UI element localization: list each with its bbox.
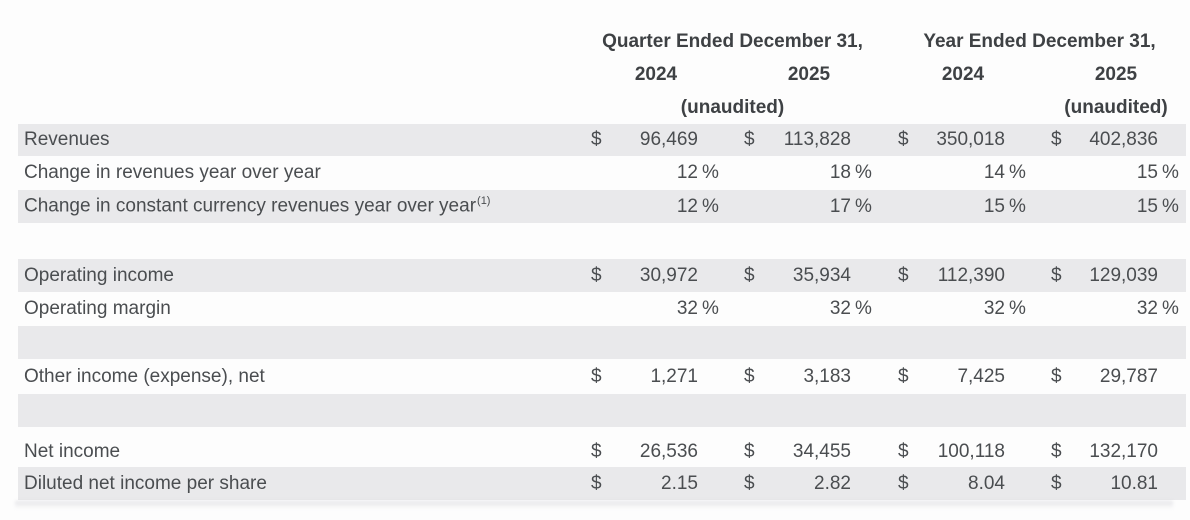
value-q2025: 3,183: [803, 365, 851, 387]
value-y2025: 10.81: [1110, 472, 1158, 494]
row-label: Change in revenues year over year: [24, 162, 321, 183]
value-y2025: 15: [1136, 162, 1158, 183]
percent-sign-y2024: %: [1009, 195, 1026, 217]
value-y2024: 32: [983, 298, 1005, 319]
dollar-sign-y2024: $: [898, 365, 909, 387]
row-label: Net income: [24, 440, 121, 462]
quarter-ended-title: Quarter Ended December 31,: [602, 31, 863, 52]
table-row: [18, 467, 1186, 500]
value-y2024: 7,425: [957, 365, 1005, 387]
dollar-sign-y2025: $: [1051, 129, 1062, 150]
dollar-sign-q2024: $: [591, 440, 602, 462]
value-q2024: 2.15: [661, 472, 698, 494]
dollar-sign-q2024: $: [591, 129, 602, 150]
table-row: [18, 359, 1186, 394]
percent-sign-y2025: %: [1162, 162, 1179, 183]
value-q2024: 12: [676, 195, 698, 217]
table-row: [18, 156, 1186, 190]
value-q2025: 113,828: [783, 129, 851, 150]
income-statement-summary: [18, 0, 1186, 500]
percent-sign-q2025: %: [855, 162, 872, 183]
table-row: [18, 124, 1186, 156]
value-q2024: 26,536: [639, 440, 698, 462]
value-y2025: 29,787: [1099, 365, 1158, 387]
percent-sign-q2025: %: [855, 195, 872, 217]
row-label: Change in constant currency revenues year over year$^{(1)}$: [24, 195, 491, 217]
percent-sign-q2024: %: [702, 298, 719, 319]
value-y2025: 15: [1136, 195, 1158, 217]
value-q2025: 34,455: [792, 440, 851, 462]
percent-sign-q2024: %: [702, 162, 719, 183]
dollar-sign-q2024: $: [591, 264, 602, 286]
header-years: [18, 58, 1186, 91]
percent-sign-y2025: %: [1162, 195, 1179, 217]
dollar-sign-q2024: $: [591, 365, 602, 387]
dollar-sign-y2025: $: [1051, 472, 1062, 494]
quarter-2024-header: 2024: [634, 63, 678, 85]
quarter-unaudited-label: (unaudited): [680, 96, 785, 118]
dollar-sign-y2025: $: [1051, 440, 1062, 462]
value-y2024: 100,118: [937, 440, 1005, 462]
dollar-sign-y2025: $: [1051, 365, 1062, 387]
row-label: Operating margin: [24, 298, 171, 319]
value-y2024: 112,390: [937, 264, 1005, 286]
year-unaudited-label: (unaudited): [1064, 96, 1168, 118]
table-row: [18, 223, 1186, 259]
value-y2024: 15: [983, 195, 1005, 217]
row-label: Revenues: [24, 129, 110, 150]
dollar-sign-q2024: $: [591, 472, 602, 494]
dollar-sign-y2024: $: [898, 264, 909, 286]
value-y2025: 402,836: [1089, 129, 1158, 150]
year-2025-header: 2025: [1094, 63, 1138, 85]
value-q2025: 18: [829, 162, 851, 183]
value-q2024: 12: [676, 162, 698, 183]
dollar-sign-q2025: $: [744, 440, 755, 462]
table-body: [18, 124, 1186, 500]
percent-sign-y2024: %: [1009, 298, 1026, 319]
percent-sign-q2025: %: [855, 298, 872, 319]
table-row: [18, 427, 1186, 436]
table-row: [18, 326, 1186, 359]
dollar-sign-q2025: $: [744, 264, 755, 286]
dollar-sign-y2024: $: [898, 129, 909, 150]
value-q2025: 17: [829, 195, 851, 217]
value-q2024: 32: [676, 298, 698, 319]
value-q2024: 1,271: [650, 365, 698, 387]
value-q2024: 96,469: [639, 129, 698, 150]
table-row: [18, 436, 1186, 467]
percent-sign-q2024: %: [702, 195, 719, 217]
percent-sign-y2024: %: [1009, 162, 1026, 183]
row-label: Operating income: [24, 264, 174, 286]
dollar-sign-y2024: $: [898, 440, 909, 462]
page-bottom-shadow: [15, 501, 1173, 509]
value-q2025: 2.82: [814, 472, 851, 494]
value-y2024: 350,018: [936, 129, 1005, 150]
value-y2025: 129,039: [1089, 264, 1158, 286]
row-label: Diluted net income per share: [24, 472, 267, 494]
dollar-sign-q2025: $: [744, 472, 755, 494]
percent-sign-y2025: %: [1162, 298, 1179, 319]
header-unaudited: [18, 91, 1186, 124]
table-row: [18, 190, 1186, 223]
value-y2024: 14: [983, 162, 1005, 183]
dollar-sign-y2024: $: [898, 472, 909, 494]
year-2024-header: 2024: [941, 63, 985, 85]
value-y2025: 132,170: [1089, 440, 1158, 462]
table-row: [18, 292, 1186, 326]
quarter-2025-header: 2025: [787, 63, 831, 85]
value-q2024: 30,972: [639, 264, 698, 286]
table-header: [18, 0, 1186, 124]
table-row: [18, 394, 1186, 427]
dollar-sign-q2025: $: [744, 129, 755, 150]
value-q2025: 35,934: [792, 264, 851, 286]
row-label: Other income (expense), net: [24, 365, 265, 387]
table-row: [18, 259, 1186, 292]
header-period-titles: [18, 26, 1186, 58]
year-ended-title: Year Ended December 31,: [923, 31, 1156, 52]
value-y2025: 32: [1136, 298, 1158, 319]
dollar-sign-q2025: $: [744, 365, 755, 387]
value-q2025: 32: [829, 298, 851, 319]
value-y2024: 8.04: [968, 472, 1005, 494]
dollar-sign-y2025: $: [1051, 264, 1062, 286]
